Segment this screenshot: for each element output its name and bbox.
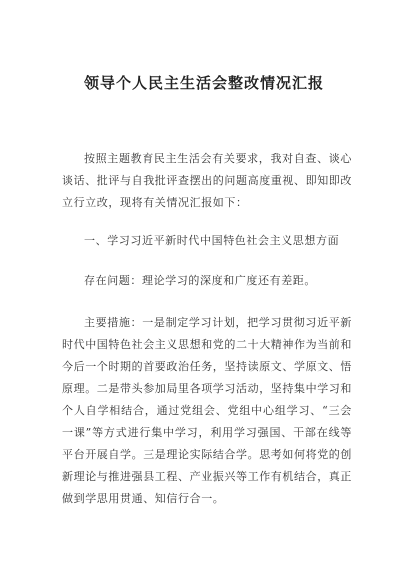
problem-paragraph: 存在问题：理论学习的深度和广度还有差距。 [84,274,316,287]
measures-paragraph: 主要措施：一是制定学习计划，把学习贯彻习近平新时代中国特色社会主义思想和党的二十大精神作为当前和今后一个时期的首要政治任务，坚持读原文、学原文、悟原理。二是带头参加局里各项学习活动，坚持集中学习和个人自学相结合，通过党组会、党组中心组学习、“三会一课”等方式进行集中学习，利用学习强国、干部在线等平台开展自学。三是理论实际结合学。思考如何将党的创新理论与推进强县工程、产业振兴等工作有机结合，真正做到学思用贯通、知信行合一。 [62,316,352,505]
section-heading: 一、学习习近平新时代中国特色社会主义思想方面 [84,234,340,247]
document-title: 领导个人民主生活会整改情况汇报 [83,74,324,92]
intro-paragraph: 按照主题教育民主生活会有关要求，我对自查、谈心谈话、批评与自我批评查摆出的问题高度重视、即知即改立行立改，现将有关情况汇报如下： [62,152,352,209]
